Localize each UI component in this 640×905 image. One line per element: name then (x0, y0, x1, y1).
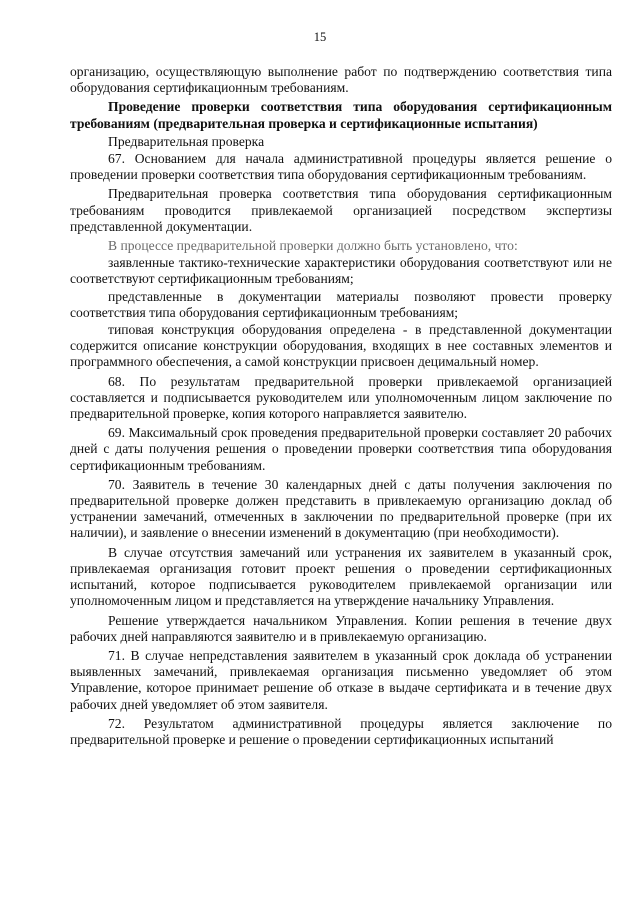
paragraph-preliminary-check: Предварительная проверка соответствия типа оборудования сертификационным требованиям проводится привлекаемой организацией посредством экспертизы представленной документации. (70, 186, 612, 234)
paragraph-check-intro: В процессе предварительной проверки должно быть установлено, что: (108, 238, 518, 254)
subsection-title: Предварительная проверка (108, 133, 265, 149)
document-body (70, 64, 612, 751)
paragraph-decision-approval: Решение утверждается начальником Управления. Копии решения в течение двух рабочих дней направляются заявителю и в привлекаемую организацию. (70, 612, 612, 644)
paragraph-69: 69. Максимальный срок проведения предварительной проверки составляет 20 рабочих дней с даты получения решения о проведении проверки соответствия типа оборудования сертификационным требованиям. (70, 425, 612, 473)
list-item-characteristics: заявленные тактико-технические характеристики оборудования соответствуют или не соответствуют сертификационным требованиям; (70, 255, 612, 287)
paragraph-no-remarks: В случае отсутствия замечаний или устранения их заявителем в указанный срок, привлекаемая организация готовит проект решения о проведении сертификационных испытаний, которое подписывается руководителем привлекаемой организации или уполномоченным лицом и представляется на утверждение начальнику Управления. (70, 544, 612, 609)
page-number: 15 (313, 30, 327, 44)
paragraph-67: 67. Основанием для начала административной процедуры является решение о проведении проверки соответствия типа оборудования сертификационным требованиям. (70, 151, 612, 183)
paragraph-70: 70. Заявитель в течение 30 календарных дней с даты получения заключения по предварительной проверке должен представить в привлекаемую организацию доклад об устранении замечаний, отмеченных в заключении по предварительной проверке (при их наличии), и заявление о внесении изменений в документацию (при необходимости). (70, 476, 612, 541)
list-item-materials: представленные в документации материалы позволяют провести проверку соответствия типа оборудования сертификационным требованиям; (70, 288, 612, 320)
list-item-design: типовая конструкция оборудования определена - в представленной документации содержится описание конструкции оборудования, входящих в нее составных элементов и программного обеспечения, а самой конструкции присвоен децимальный номер. (70, 322, 612, 370)
paragraph-68: 68. По результатам предварительной проверки привлекаемой организацией составляется и подписывается руководителем или уполномоченным лицом заключение по предварительной проверке, копия которого направляется заявителю. (70, 373, 612, 422)
paragraph-71: 71. В случае непредставления заявителем в указанный срок доклада об устранении выявленных замечаний, привлекаемая организация письменно уведомляет об этом Управление, которое принимает решение об отказе в выдаче сертификата и в течение двух рабочих дней уведомляет об этом заявителя. (70, 647, 612, 712)
paragraph-72: 72. Результатом административной процедуры является заключение по предварительной проверке и решение о проведении сертификационных испытаний (70, 715, 612, 747)
section-heading: Проведение проверки соответствия типа оборудования сертификационным требованиям (предварительная проверка и сертификационные испытания) (70, 99, 612, 131)
paragraph-continuation: организацию, осуществляющую выполнение работ по подтверждению соответствия типа оборудования сертификационным требованиям. (70, 64, 612, 96)
